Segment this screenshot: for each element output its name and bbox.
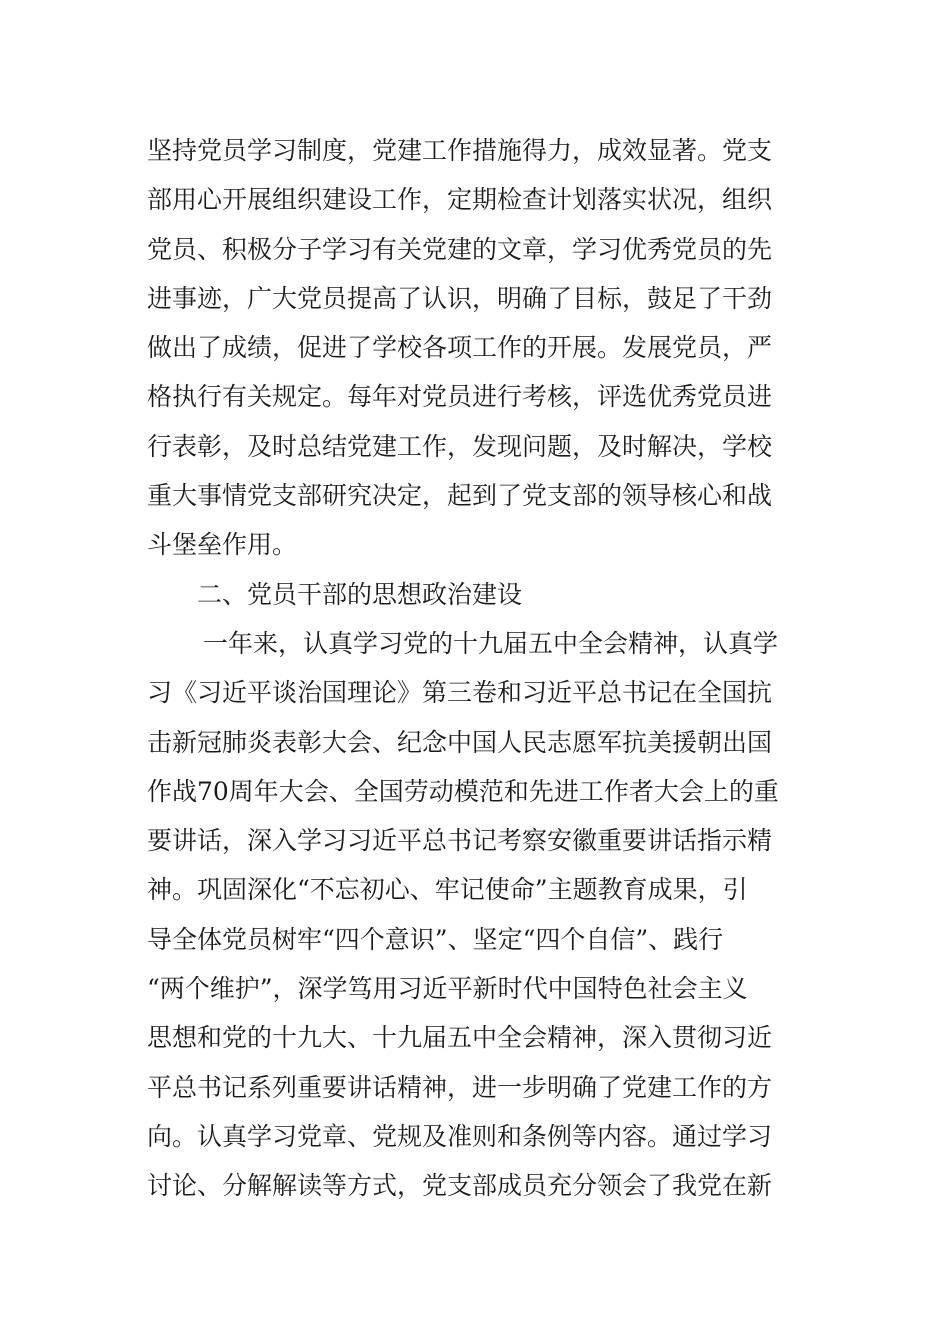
paragraph-line: 格执行有关规定。每年对党员进行考核，评选优秀党员进: [147, 382, 773, 412]
paragraph-2: [147, 619, 811, 1211]
paragraph-line: 党员、积极分子学习有关党建的文章，学习优秀党员的先: [147, 234, 773, 264]
paragraph-line: 习《习近平谈治国理论》第三卷和习近平总书记在全国抗: [147, 678, 773, 708]
paragraph-line: 导全体党员树牢“四个意识”、坚定“四个自信”、践行: [147, 924, 724, 954]
document-body: [147, 126, 811, 1211]
paragraph-line: 讨论、分解解读等方式，党支部成员充分领会了我党在新: [147, 1171, 773, 1201]
section-heading: 二、党员干部的思想政治建设: [197, 579, 523, 609]
paragraph-line: 平总书记系列重要讲话精神，进一步明确了党建工作的方: [147, 1072, 773, 1102]
paragraph-line: 做出了成绩，促进了学校各项工作的开展。发展党员，严: [147, 333, 773, 363]
paragraph-line: 进事迹，广大党员提高了认识，明确了目标，鼓足了干劲: [147, 283, 773, 313]
paragraph-line: 作战70周年大会、全国劳动模范和先进工作者大会上的重: [147, 776, 779, 806]
paragraph-1: [147, 126, 811, 570]
paragraph-line: 要讲话，深入学习习近平总书记考察安徽重要讲话指示精: [147, 826, 773, 856]
paragraph-line: 行表彰，及时总结党建工作，发现问题，及时解决，学校: [147, 431, 773, 461]
paragraph-line: 一年来，认真学习党的十九届五中全会精神，认真学: [203, 628, 779, 658]
paragraph-line: 重大事情党支部研究决定，起到了党支部的领导核心和战: [147, 481, 773, 511]
paragraph-line: 坚持党员学习制度，党建工作措施得力，成效显著。党支: [147, 136, 773, 165]
paragraph-line: 思想和党的十九大、十九届五中全会精神，深入贯彻习近: [147, 1023, 773, 1053]
paragraph-line: “两个维护”，深学笃用习近平新时代中国特色社会主义: [147, 974, 748, 1004]
paragraph-line: 斗堡垒作用。: [147, 530, 298, 560]
paragraph-line: 向。认真学习党章、党规及准则和条例等内容。通过学习: [147, 1121, 773, 1151]
paragraph-line: 神。巩固深化“不忘初心、牢记使命”主题教育成果，引: [147, 875, 748, 905]
paragraph-line: 部用心开展组织建设工作，定期检查计划落实状况，组织: [147, 185, 773, 215]
paragraph-line: 击新冠肺炎表彰大会、纪念中国人民志愿军抗美援朝出国: [147, 727, 773, 757]
